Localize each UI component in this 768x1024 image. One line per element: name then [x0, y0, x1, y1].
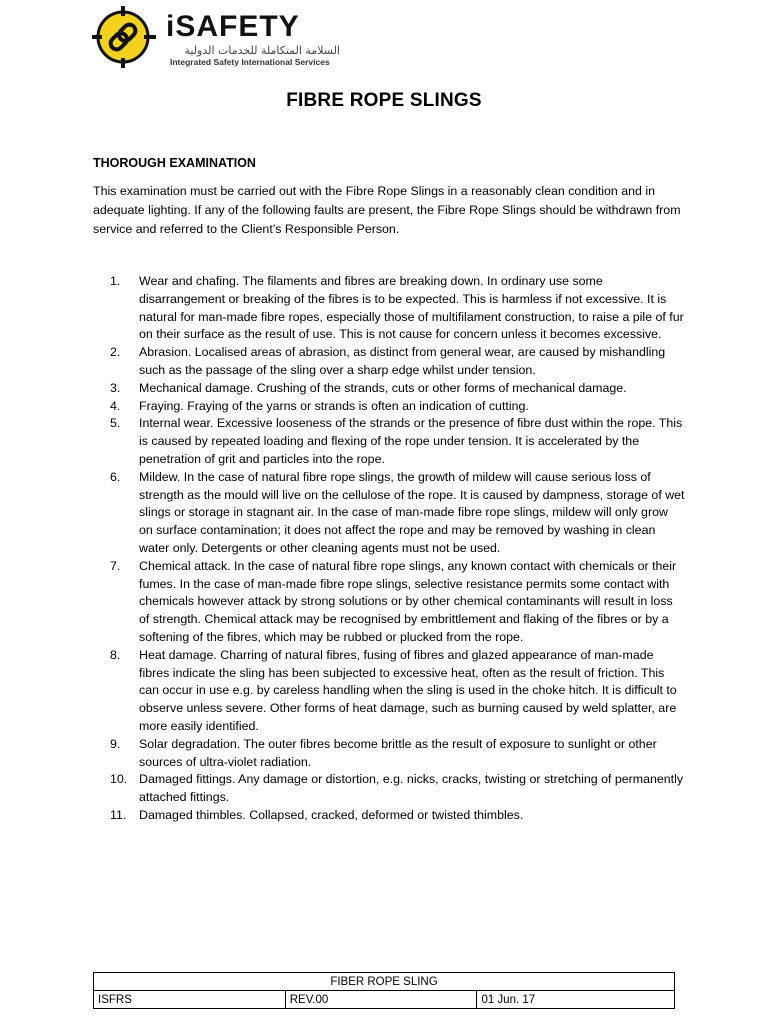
list-item-text: Damaged thimbles. Collapsed, cracked, deformed or twisted thimbles. — [139, 807, 524, 822]
brand-arabic-name: السلامة المتكاملة للخدمات الدولية — [184, 44, 340, 57]
list-item-text: Abrasion. Localised areas of abrasion, as distinct from general wear, are caused by mishandling such as the passage of the sling over a sharp edge whilst under tension. — [139, 345, 666, 377]
intro-paragraph: This examination must be carried out with the Fibre Rope Slings in a reasonably clean condition and in adequate lighting. If any of the following faults are present, the Fibre Rope Slings should be withdrawn from service and referred to the Client’s Responsible Person. — [93, 184, 681, 236]
list-item-text: Internal wear. Excessive looseness of the strands or the presence of fibre dust within the rope. This is caused by repeated loading and flexing of the rope under tension. It is accelerated by the penetration of grit and particles into the rope. — [139, 416, 683, 466]
footer-revision: REV.00 — [285, 991, 477, 1009]
list-item — [93, 380, 685, 398]
brand-wordmark: iSAFETY — [166, 10, 300, 43]
footer-doc-code: ISFRS — [94, 991, 286, 1009]
page-title: FIBRE ROPE SLINGS — [286, 90, 482, 111]
list-item-text: Wear and chafing. The filaments and fibres are breaking down. In ordinary use some disarrangement or breaking of the fibres is to be expected. This is harmless if not excessive. It is natural for man-made fibre ropes, especially those of multifilament construction, to raise a pile of fur on their surface as the result of use. This is not cause for concern unless it becomes excessive. — [139, 274, 684, 342]
list-item — [93, 469, 685, 558]
list-item — [93, 398, 685, 416]
list-item-number: 3. — [110, 380, 121, 395]
list-item — [93, 807, 685, 825]
list-item-number: 4. — [110, 398, 121, 413]
list-item-number: 7. — [110, 558, 121, 573]
list-item — [93, 273, 685, 344]
list-item-text: Solar degradation. The outer fibres become brittle as the result of exposure to sunlight or other sources of ultra-violet radiation. — [139, 736, 657, 769]
list-item-number: 2. — [110, 345, 121, 360]
list-item-text: Chemical attack. In the case of natural fibre rope slings, any known contact with chemicals or their fumes. In the case of man-made fibre rope slings, selective resistance permits some contact with chemicals however attack by strong solutions or by other chemical contaminants will result in loss of strength. Chemical attack may be recognised by embrittlement and flaking of the fibres or by a softening of the fibres, which may be rubbed or plucked from the rope. — [139, 558, 677, 644]
list-item — [93, 736, 685, 772]
list-item — [93, 415, 685, 468]
list-item — [93, 558, 685, 647]
section-heading: THOROUGH EXAMINATION — [93, 156, 256, 170]
list-item — [93, 344, 685, 380]
brand-english-name: Integrated Safety International Services — [170, 57, 330, 67]
list-item-text: Damaged fittings. Any damage or distortion, e.g. nicks, cracks, twisting or stretching of permanently attached fittings. — [139, 772, 684, 805]
list-item-number: 1. — [110, 274, 121, 288]
footer-date: 01 Jun. 17 — [477, 991, 675, 1009]
company-logo — [90, 6, 340, 68]
list-item-number: 5. — [110, 416, 121, 431]
footer-title: FIBER ROPE SLING — [94, 973, 675, 991]
list-item-text: Fraying. Fraying of the yarns or strands is often an indication of cutting. — [139, 398, 529, 413]
table-row — [94, 991, 675, 1009]
list-item-text: Mildew. In the case of natural fibre rope slings, the growth of mildew will cause serious loss of strength as the mould will live on the cellulose of the rope. It is caused by dampness, storage of wet slings or storage in stagnant air. In the case of man-made fibre rope slings, mildew will only grow on surface contamination; it does not affect the rope and may be removed by washing in clean water only. Detergents or other cleaning agents must not be used. — [139, 469, 685, 555]
list-item-number: 11. — [110, 807, 127, 822]
list-item-text: Mechanical damage. Crushing of the strands, cuts or other forms of mechanical damage. — [139, 380, 627, 395]
list-item-number: 6. — [110, 469, 121, 484]
footer-table — [93, 972, 675, 1009]
list-item-number: 8. — [110, 647, 121, 662]
list-item — [93, 647, 685, 736]
faults-list — [93, 273, 685, 825]
list-item — [93, 771, 685, 807]
list-item-number: 10. — [110, 772, 128, 787]
table-row — [94, 973, 675, 991]
list-item-number: 9. — [110, 736, 121, 751]
list-item-text: Heat damage. Charring of natural fibres, fusing of fibres and glazed appearance of man-made fibres indicate the sling has been subjected to excessive heat, often as the result of friction. This can occur in use e.g. by careless handling when the sling is used in the choke hitch. It is difficult to observe unless severe. Other forms of heat damage, such as burning caused by weld splatter, are more easily identified. — [139, 647, 677, 733]
chain-link-crosshair-icon — [90, 6, 160, 68]
